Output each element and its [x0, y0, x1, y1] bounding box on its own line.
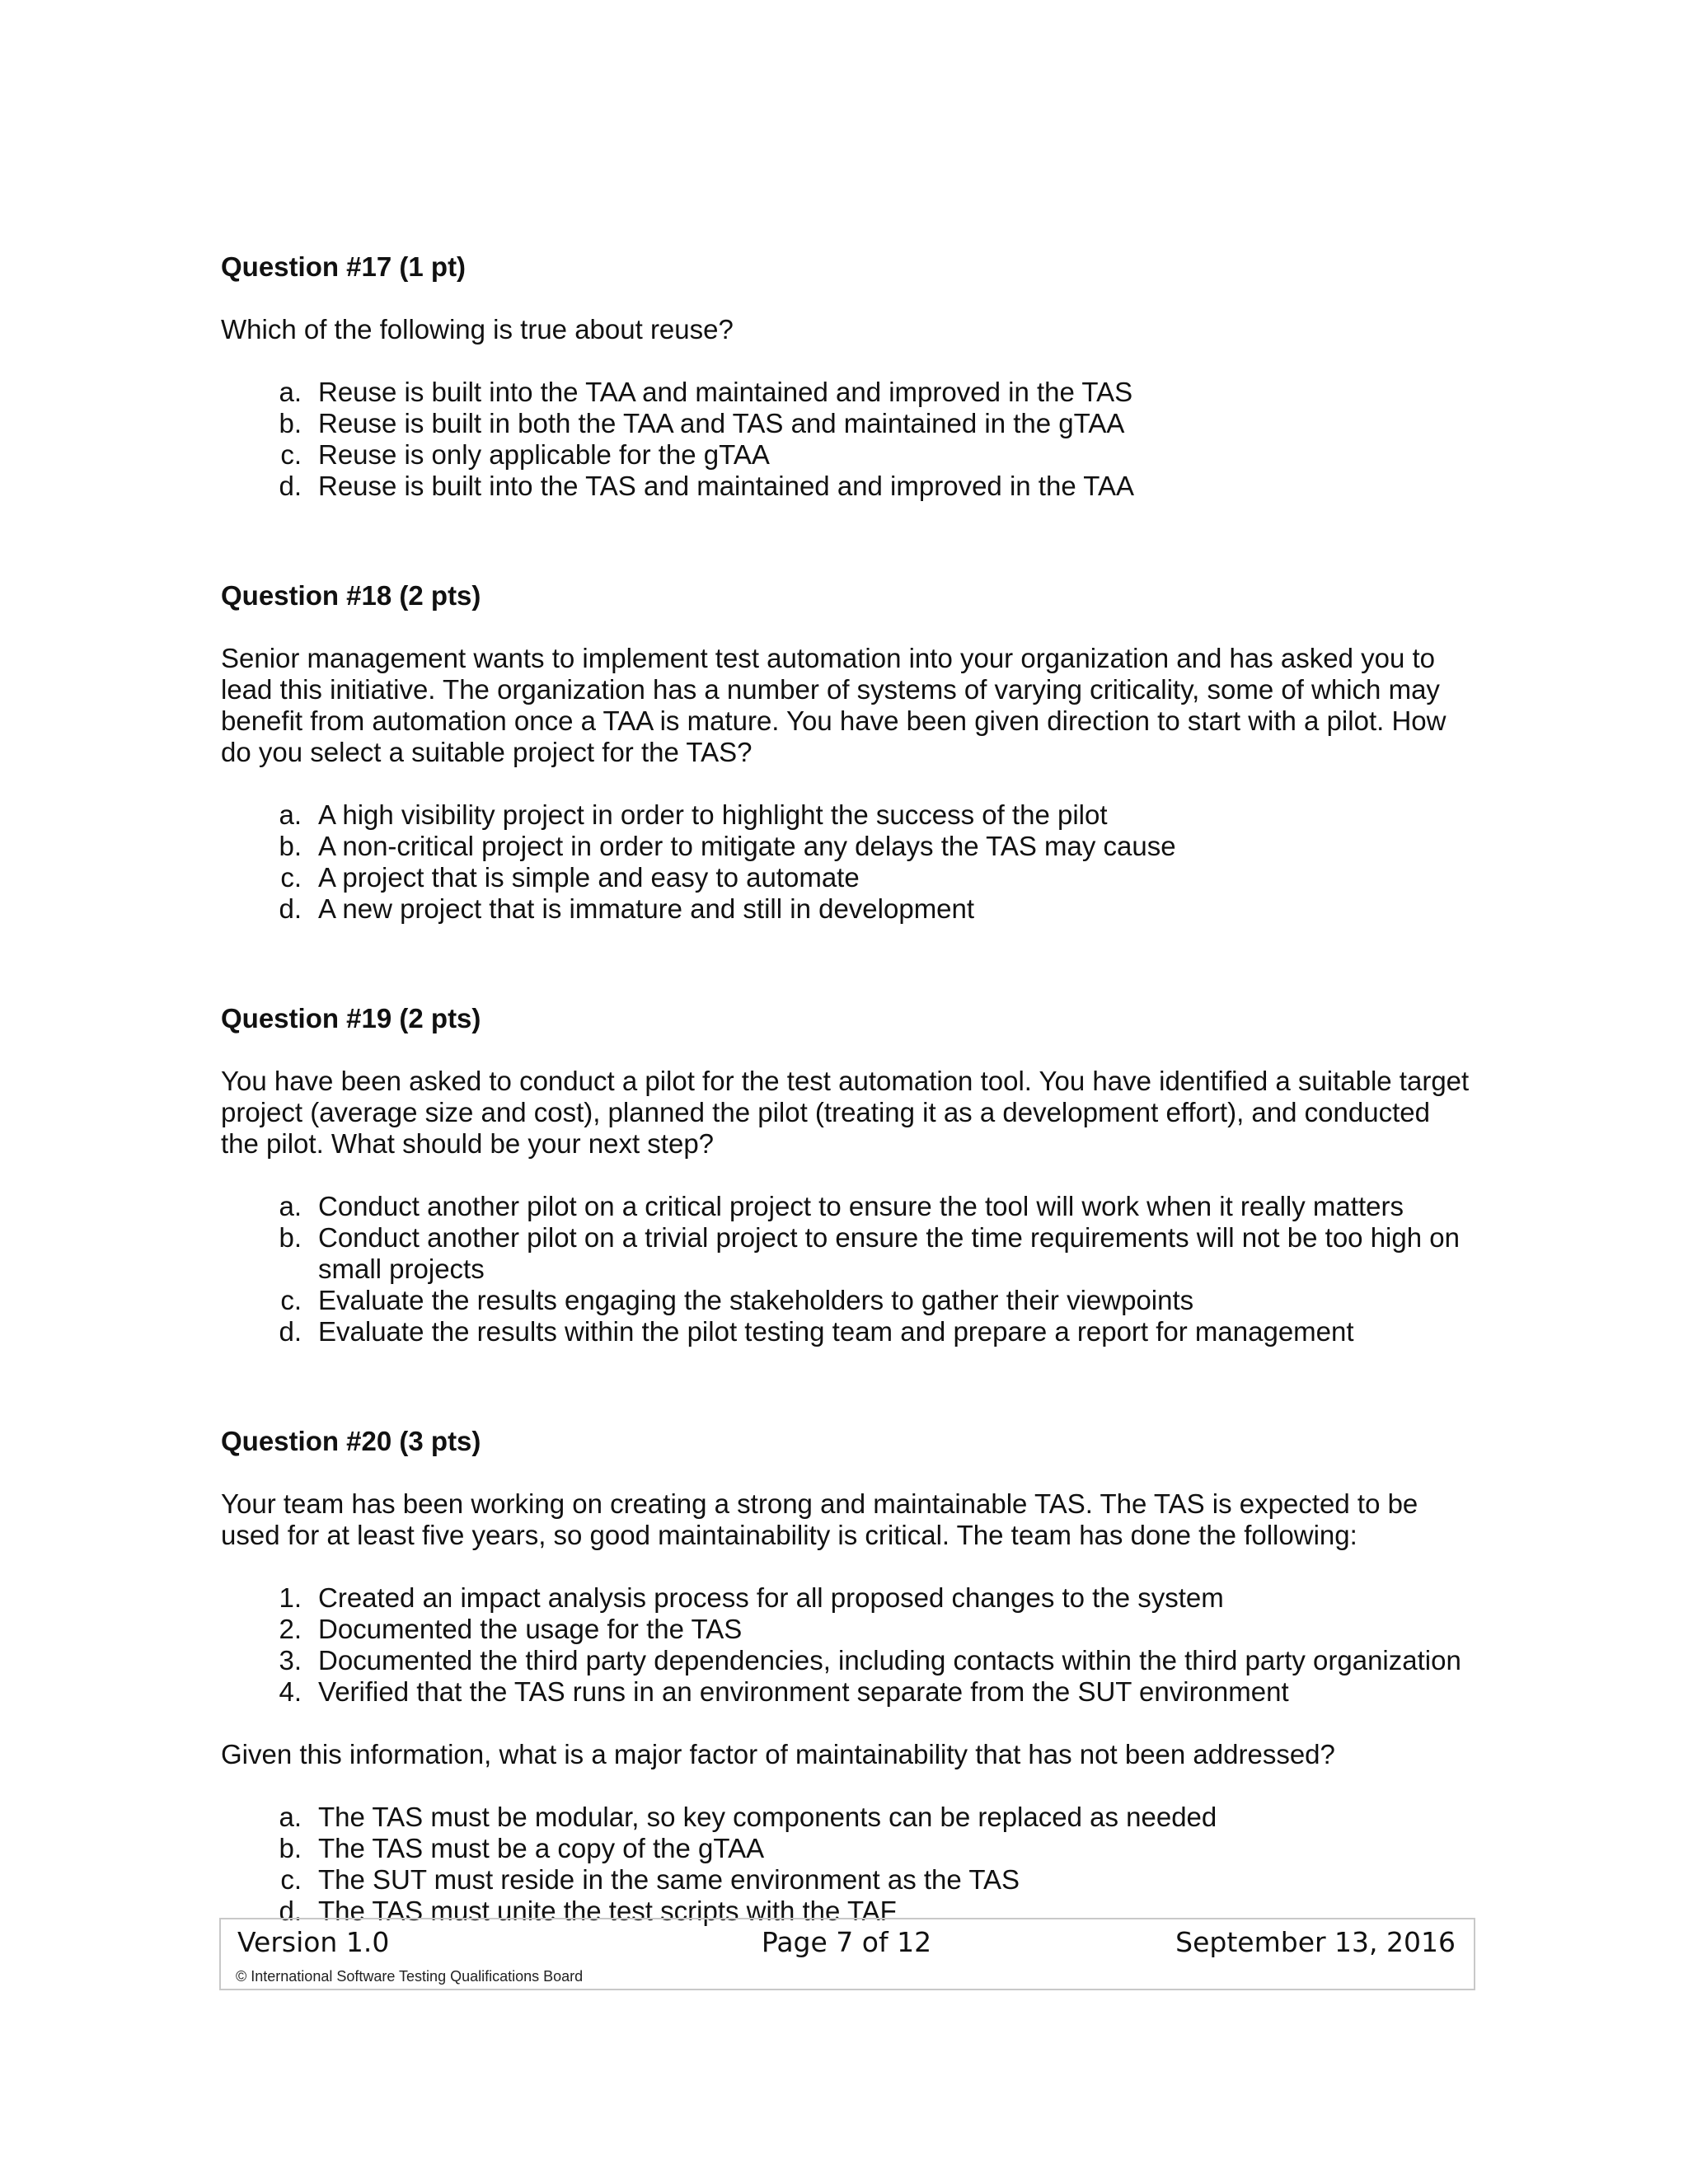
option-text: Reuse is built into the TAA and maintained and improved in the TAS — [318, 377, 1133, 407]
answer-option — [221, 831, 1474, 862]
item-text: Documented the third party dependencies, including contacts within the third party organization — [318, 1645, 1461, 1675]
answer-option — [221, 893, 1474, 925]
question-heading: Question #17 (1 pt) — [221, 251, 467, 282]
page-footer — [219, 1918, 1475, 1990]
question-stem: You have been asked to conduct a pilot for the test automation tool. You have identified a suitable target project (average size and cost), planned the pilot (treating it as a development effort), and conducted the pilot. What should be your next step? — [221, 1066, 1470, 1159]
option-marker: d. — [279, 893, 302, 924]
option-marker: c. — [280, 439, 302, 470]
answer-option — [221, 799, 1474, 831]
answer-option — [221, 1316, 1474, 1347]
answer-option — [221, 1285, 1474, 1316]
footer-copyright: © International Software Testing Qualifications Board — [236, 1968, 584, 1985]
answer-option — [221, 439, 1474, 471]
option-marker: a. — [279, 377, 302, 407]
list-item — [221, 1614, 1474, 1645]
option-text: Reuse is built in both the TAA and TAS and maintained in the gTAA — [318, 408, 1125, 438]
option-text: The TAS must be modular, so key components can be replaced as needed — [318, 1802, 1217, 1832]
option-marker: d. — [279, 1896, 302, 1926]
item-text: Created an impact analysis process for all proposed changes to the system — [318, 1582, 1224, 1613]
option-marker: c. — [280, 862, 302, 893]
answer-option — [221, 471, 1474, 502]
item-text: Verified that the TAS runs in an environment separate from the SUT environment — [318, 1676, 1289, 1707]
answer-option — [221, 862, 1474, 893]
question-heading: Question #19 (2 pts) — [221, 1003, 481, 1033]
answer-option — [221, 1864, 1474, 1896]
option-marker: c. — [280, 1864, 302, 1895]
question-19 — [221, 1003, 1474, 1347]
option-text: The SUT must reside in the same environment as the TAS — [318, 1864, 1020, 1895]
question-stem: Your team has been working on creating a strong and maintainable TAS. The TAS is expected to be used for at least five years, so good maintainability is critical. The team has done the following: — [221, 1488, 1418, 1550]
question-stem: Which of the following is true about reuse? — [221, 314, 734, 344]
option-text: Reuse is only applicable for the gTAA — [318, 439, 770, 470]
option-marker: a. — [279, 1191, 302, 1221]
option-marker: a. — [279, 799, 302, 830]
option-text: Evaluate the results engaging the stakeholders to gather their viewpoints — [318, 1285, 1194, 1315]
footer-row — [237, 1926, 1456, 1959]
question-stem: Senior management wants to implement test automation into your organization and has asked you to lead this initiative. The organization has a number of systems of varying criticality, some of which may benefit from automation once a TAA is mature. You have been given direction to start with a pilot. How do you select a suitable project for the TAS? — [221, 643, 1447, 767]
item-marker: 1. — [279, 1582, 302, 1613]
item-marker: 3. — [279, 1645, 302, 1675]
answer-options — [221, 377, 1474, 502]
option-text: Evaluate the results within the pilot testing team and prepare a report for management — [318, 1316, 1354, 1347]
question-heading: Question #18 (2 pts) — [221, 580, 481, 611]
option-text: A non-critical project in order to mitigate any delays the TAS may cause — [318, 831, 1176, 861]
option-marker: c. — [280, 1285, 302, 1315]
answer-options — [221, 1802, 1474, 1927]
item-text: Documented the usage for the TAS — [318, 1614, 743, 1644]
option-marker: d. — [279, 471, 302, 501]
document-body — [221, 251, 1474, 1927]
option-marker: b. — [279, 1833, 302, 1863]
option-text: The TAS must unite the test scripts with the TAF — [318, 1896, 897, 1926]
option-marker: b. — [279, 1222, 302, 1253]
option-text: Reuse is built into the TAS and maintained and improved in the TAA — [318, 471, 1134, 501]
option-marker: b. — [279, 831, 302, 861]
option-text: A project that is simple and easy to automate — [318, 862, 860, 893]
option-marker: d. — [279, 1316, 302, 1347]
question-20 — [221, 1426, 1474, 1927]
list-item — [221, 1582, 1474, 1614]
list-item — [221, 1645, 1474, 1676]
question-17 — [221, 251, 1474, 502]
answer-option — [221, 1833, 1474, 1864]
answer-option — [221, 377, 1474, 408]
option-text: Conduct another pilot on a critical project to ensure the tool will work when it really matters — [318, 1191, 1404, 1221]
footer-version: Version 1.0 — [237, 1926, 390, 1958]
question-18 — [221, 580, 1474, 925]
answer-option — [221, 408, 1474, 439]
question-followup: Given this information, what is a major factor of maintainability that has not been addressed? — [221, 1739, 1335, 1769]
numbered-list — [221, 1582, 1474, 1708]
footer-date: September 13, 2016 — [1175, 1926, 1456, 1958]
option-marker: b. — [279, 408, 302, 438]
answer-options — [221, 799, 1474, 925]
list-item — [221, 1676, 1474, 1708]
item-marker: 4. — [279, 1676, 302, 1707]
option-text: A new project that is immature and still in development — [318, 893, 975, 924]
footer-page-number: Page 7 of 12 — [761, 1926, 932, 1958]
answer-option — [221, 1802, 1474, 1833]
answer-option — [221, 1191, 1474, 1222]
option-marker: a. — [279, 1802, 302, 1832]
item-marker: 2. — [279, 1614, 302, 1644]
option-text: The TAS must be a copy of the gTAA — [318, 1833, 765, 1863]
answer-option — [221, 1222, 1474, 1285]
option-text: A high visibility project in order to highlight the success of the pilot — [318, 799, 1108, 830]
answer-options — [221, 1191, 1474, 1347]
question-heading: Question #20 (3 pts) — [221, 1426, 481, 1456]
option-text: Conduct another pilot on a trivial project to ensure the time requirements will not be too high on small projects — [318, 1222, 1460, 1284]
